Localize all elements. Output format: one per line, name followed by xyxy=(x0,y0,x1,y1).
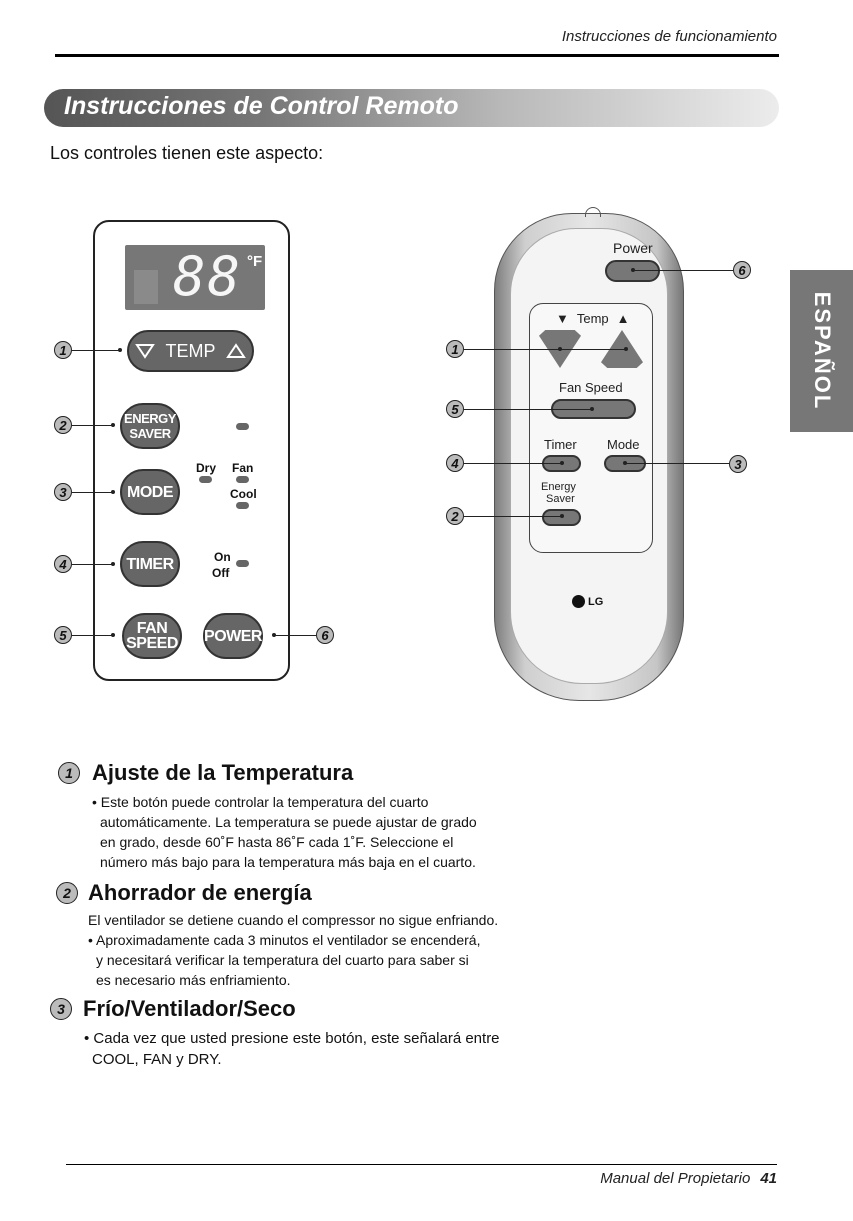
temp-down-icon xyxy=(135,343,155,359)
section-2-number: 2 xyxy=(56,882,78,904)
running-head: Instrucciones de funcionamiento xyxy=(561,28,777,45)
leader-dot xyxy=(624,347,628,351)
temp-down-arrow-icon: ▼ xyxy=(556,311,569,326)
callout-6-remote: 6 xyxy=(733,261,751,279)
title-banner xyxy=(44,89,779,127)
section-1-line: automáticamente. La temperatura se puede ajustar de grado xyxy=(100,814,477,830)
section-3-title: Frío/Ventilador/Seco xyxy=(83,996,296,1021)
indicator-off-label: Off xyxy=(212,566,230,580)
energy-saver-label-2: SAVER xyxy=(129,426,171,441)
mode-label: MODE xyxy=(127,483,173,501)
panel-temp-button[interactable] xyxy=(127,330,254,372)
page-number: 41 xyxy=(760,1170,777,1187)
leader-dot xyxy=(560,514,564,518)
callout-2-remote: 2 xyxy=(446,507,464,525)
display-digits: 88 xyxy=(173,245,243,308)
leader-line xyxy=(464,349,626,350)
callout-4-panel: 4 xyxy=(54,555,72,573)
leader-dot xyxy=(118,348,122,352)
remote-temp-label xyxy=(556,311,630,326)
cool-led xyxy=(236,502,249,509)
language-tab xyxy=(790,270,853,432)
section-2-line: • Aproximadamente cada 3 minutos el ventilador se encenderá, xyxy=(88,932,481,948)
section-3-number: 3 xyxy=(50,998,72,1020)
callout-2-panel: 2 xyxy=(54,416,72,434)
fan-speed-label-1: FAN xyxy=(136,620,168,637)
fan-led xyxy=(236,476,249,483)
remote-temp-text: Temp xyxy=(576,311,609,326)
leader-line xyxy=(464,409,592,410)
remote-brand: LG xyxy=(588,595,604,608)
panel-fan-speed-button[interactable] xyxy=(122,613,182,659)
panel-power-button[interactable] xyxy=(203,613,263,659)
leader-line xyxy=(625,463,729,464)
energy-saver-label-1: ENERGY xyxy=(124,411,176,426)
remote-power-label: Power xyxy=(613,240,653,256)
temp-up-icon xyxy=(226,343,246,359)
power-label: POWER xyxy=(204,627,262,645)
leader-line xyxy=(72,492,113,493)
callout-3-panel: 3 xyxy=(54,483,72,501)
temp-up-arrow-icon: ▲ xyxy=(616,311,630,326)
section-1-line: • Este botón puede controlar la temperatura del cuarto xyxy=(92,794,429,810)
remote-timer-label: Timer xyxy=(544,437,577,452)
remote-antenna xyxy=(585,207,601,217)
section-1-body xyxy=(92,792,477,872)
callout-4-remote: 4 xyxy=(446,454,464,472)
remote-energy-saver-label-1: Energy xyxy=(541,481,576,493)
section-1-line: en grado, desde 60˚F hasta 86˚F cada 1˚F. Seleccione el xyxy=(100,834,454,850)
leader-line xyxy=(274,635,316,636)
section-2-line: El ventilador se detiene cuando el compressor no sigue enfriando. xyxy=(88,912,499,928)
indicator-fan-label: Fan xyxy=(232,461,254,475)
dry-led xyxy=(199,476,212,483)
leader-dot xyxy=(111,633,115,637)
remote-fan-speed-label: Fan Speed xyxy=(559,380,623,395)
banner-title: Instrucciones de Control Remoto xyxy=(64,92,459,120)
indicator-on-label: On xyxy=(214,550,231,564)
leader-line xyxy=(72,425,113,426)
section-2-title: Ahorrador de energía xyxy=(88,880,312,905)
leader-dot xyxy=(590,407,594,411)
section-3-body xyxy=(84,1028,500,1070)
leader-dot xyxy=(560,461,564,465)
callout-6-panel: 6 xyxy=(316,626,334,644)
section-3-line: COOL, FAN y DRY. xyxy=(92,1051,222,1068)
bottom-rule xyxy=(66,1164,777,1165)
indicator-dry-label: Dry xyxy=(196,461,217,475)
remote-logo xyxy=(572,595,603,608)
callout-1-remote: 1 xyxy=(446,340,464,358)
language-tab-label: ESPAÑOL xyxy=(809,291,835,411)
section-2-body xyxy=(88,910,498,990)
section-1-number: 1 xyxy=(58,762,80,784)
display-unit: °F xyxy=(247,253,263,270)
timer-led xyxy=(236,560,249,567)
intro-text: Los controles tienen este aspecto: xyxy=(50,143,324,163)
timer-label: TIMER xyxy=(126,555,174,573)
callout-3-remote: 3 xyxy=(729,455,747,473)
remote-mode-label: Mode xyxy=(607,437,640,452)
leader-dot xyxy=(558,347,562,351)
callout-5-panel: 5 xyxy=(54,626,72,644)
energy-saver-led xyxy=(236,423,249,430)
leader-dot xyxy=(631,268,635,272)
panel-timer-button[interactable] xyxy=(120,541,180,587)
panel-display xyxy=(125,245,265,310)
leader-dot xyxy=(111,490,115,494)
footer-title: Manual del Propietario xyxy=(600,1170,751,1187)
panel-mode-button[interactable] xyxy=(120,469,180,515)
indicator-cool-label: Cool xyxy=(230,487,257,501)
leader-line xyxy=(464,463,562,464)
top-rule xyxy=(55,54,779,57)
callout-1-panel: 1 xyxy=(54,341,72,359)
remote-energy-saver-label-2: Saver xyxy=(546,493,575,505)
leader-line xyxy=(633,270,733,271)
leader-line xyxy=(72,564,113,565)
section-3-line: • Cada vez que usted presione este botón, este señalará entre xyxy=(84,1030,500,1047)
section-2-line: y necesitará verificar la temperatura del cuarto para saber si xyxy=(96,952,469,968)
leader-dot xyxy=(111,423,115,427)
callout-5-remote: 5 xyxy=(446,400,464,418)
leader-line xyxy=(464,516,562,517)
leader-dot xyxy=(111,562,115,566)
display-indicator xyxy=(134,270,158,304)
leader-line xyxy=(72,635,113,636)
temp-label: TEMP xyxy=(165,340,216,361)
section-1-line: número más bajo para la temperatura más baja en el cuarto. xyxy=(100,854,476,870)
leader-line xyxy=(72,350,120,351)
section-1-title: Ajuste de la Temperatura xyxy=(92,760,354,785)
section-2-line: es necesario más enfriamiento. xyxy=(96,972,291,988)
leader-dot xyxy=(623,461,627,465)
lg-logo-icon xyxy=(572,595,585,608)
footer xyxy=(600,1170,777,1187)
panel-energy-saver-button[interactable] xyxy=(120,403,180,449)
fan-speed-label-2: SPEED xyxy=(126,635,178,652)
leader-dot xyxy=(272,633,276,637)
